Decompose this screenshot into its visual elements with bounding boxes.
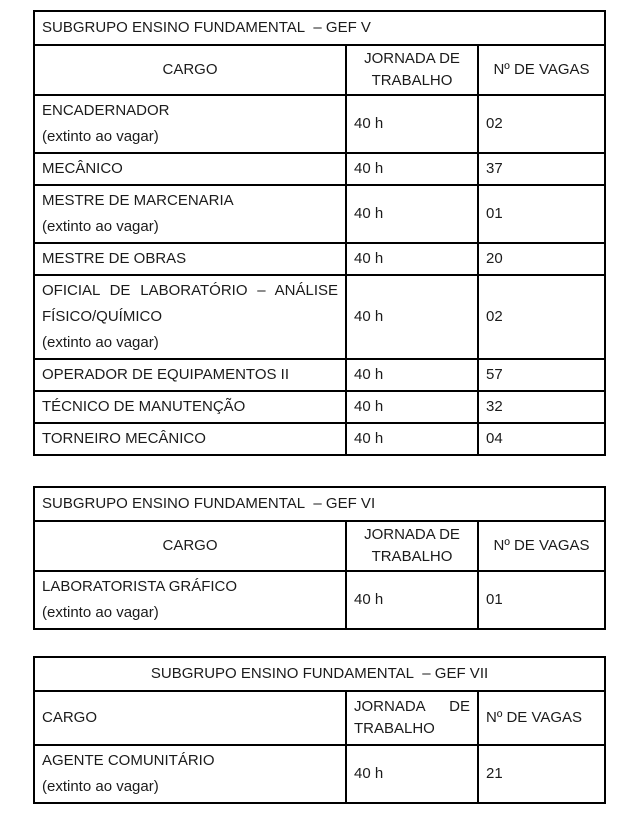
column-header-cargo: CARGO [34,691,346,745]
table-row [34,745,605,803]
cargo-cell [34,243,346,275]
cargo-name: ENCADERNADOR [42,102,170,119]
cargo-cell [34,185,346,243]
table-title-row [34,657,605,691]
jornada-cell: 40 h [346,275,478,359]
cargo-cell [34,275,346,359]
jornada-cell: 40 h [346,243,478,275]
cargo-name: MESTRE DE OBRAS [42,250,187,267]
cargo-note: (extinto ao vagar) [42,218,159,235]
table-row [34,275,605,359]
cargo-cell [34,391,346,423]
cargo-cell [34,745,346,803]
vagas-cell: 02 [478,95,605,153]
column-header-cargo: CARGO [34,45,346,95]
vagas-cell: 21 [478,745,605,803]
cargo-name: TÉCNICO DE MANUTENÇÃO [42,398,246,415]
jornada-cell: 40 h [346,423,478,455]
table-header-row [34,45,605,95]
jornada-cell: 40 h [346,391,478,423]
table-row [34,153,605,185]
column-header-vagas: Nº DE VAGAS [478,45,605,95]
table-title: SUBGRUPO ENSINO FUNDAMENTAL – GEF VII [34,657,605,691]
column-header-jornada: JORNADA DE TRABALHO [346,45,478,95]
vagas-cell: 20 [478,243,605,275]
vagas-cell: 01 [478,185,605,243]
column-header-vagas: Nº DE VAGAS [478,691,605,745]
cargo-note: (extinto ao vagar) [42,334,159,351]
table-row [34,391,605,423]
vagas-cell: 04 [478,423,605,455]
table-title-row [34,11,605,45]
jornada-cell: 40 h [346,185,478,243]
table-row [34,243,605,275]
table-header-row [34,691,605,745]
vagas-cell: 37 [478,153,605,185]
cargo-name: AGENTE COMUNITÁRIO [42,752,215,769]
column-header-vagas: Nº DE VAGAS [478,521,605,571]
table-row [34,359,605,391]
jornada-cell: 40 h [346,571,478,629]
cargo-cell [34,423,346,455]
cargo-name: OFICIAL DE LABORATÓRIO – ANÁLISE FÍSICO/QUÍMICO [42,282,338,325]
jornada-cell: 40 h [346,153,478,185]
cargo-note: (extinto ao vagar) [42,604,159,621]
table-row [34,571,605,629]
jornada-cell: 40 h [346,745,478,803]
cargo-name: MESTRE DE MARCENARIA [42,192,234,209]
cargo-name: LABORATORISTA GRÁFICO [42,578,238,595]
cargo-cell [34,359,346,391]
cargo-name: OPERADOR DE EQUIPAMENTOS II [42,366,289,383]
table-title-row [34,487,605,521]
cargo-name: TORNEIRO MECÂNICO [42,430,206,447]
jornada-cell: 40 h [346,359,478,391]
vagas-cell: 01 [478,571,605,629]
table-gef-vii [33,656,606,804]
vagas-cell: 57 [478,359,605,391]
table-row [34,185,605,243]
table-row [34,95,605,153]
jornada-cell: 40 h [346,95,478,153]
column-header-jornada: JORNADA DE TRABALHO [346,521,478,571]
table-title: SUBGRUPO ENSINO FUNDAMENTAL – GEF V [34,11,605,45]
cargo-note: (extinto ao vagar) [42,128,159,145]
table-gef-v [33,10,606,456]
vagas-cell: 02 [478,275,605,359]
vagas-cell: 32 [478,391,605,423]
column-header-cargo: CARGO [34,521,346,571]
column-header-jornada: JORNADA DE TRABALHO [346,691,478,745]
cargo-cell [34,571,346,629]
table-title: SUBGRUPO ENSINO FUNDAMENTAL – GEF VI [34,487,605,521]
table-header-row [34,521,605,571]
table-row [34,423,605,455]
cargo-cell [34,153,346,185]
cargo-name: MECÂNICO [42,160,123,177]
cargo-note: (extinto ao vagar) [42,778,159,795]
table-gef-vi [33,486,606,630]
cargo-cell [34,95,346,153]
